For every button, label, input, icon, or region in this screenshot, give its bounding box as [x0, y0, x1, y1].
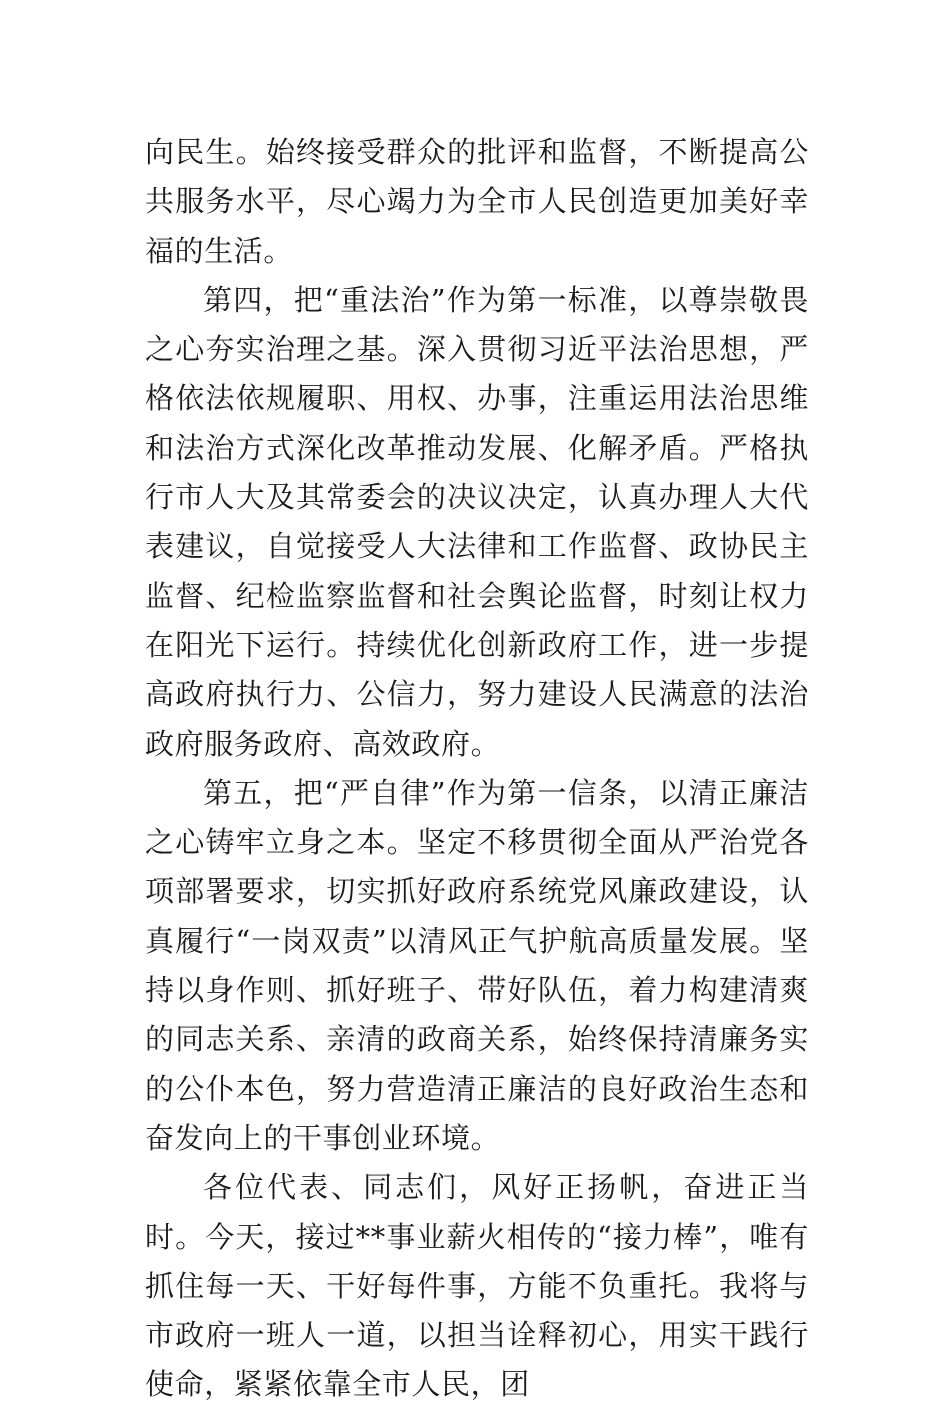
document-body: [145, 128, 809, 1410]
paragraph-1: 向民生。始终接受群众的批评和监督，不断提高公共服务水平，尽心竭力为全市人民创造更加美好幸福的生活。: [145, 135, 809, 268]
paragraph-3: 第五，把“严自律”作为第一信条，以清正廉洁之心铸牢立身之本。坚定不移贯彻全面从严治党各项部署要求，切实抓好政府系统党风廉政建设，认真履行“一岗双责”以清风正气护航高质量发展。坚持以身作则、抓好班子、带好队伍，着力构建清爽的同志关系、亲清的政商关系，始终保持清廉务实的公仆本色，努力营造清正廉洁的良好政治生态和奋发向上的干事创业环境。: [145, 775, 809, 1155]
paragraph-4: 各位代表、同志们，风好正扬帆，奋进正当时。今天，接过**事业薪火相传的“接力棒”，唯有抓住每一天、干好每件事，方能不负重托。我将与市政府一班人一道，以担当诠释初心，用实干践行使命，紧紧依靠全市人民，团: [145, 1170, 809, 1402]
paragraph-2: 第四，把“重法治”作为第一标准，以尊崇敬畏之心夯实治理之基。深入贯彻习近平法治思想，严格依法依规履职、用权、办事，注重运用法治思维和法治方式深化改革推动发展、化解矛盾。严格执行市人大及其常委会的决议决定，认真办理人大代表建议，自觉接受人大法律和工作监督、政协民主监督、纪检监察监督和社会舆论监督，时刻让权力在阳光下运行。持续优化创新政府工作，进一步提高政府执行力、公信力，努力建设人民满意的法治政府服务政府、高效政府。: [145, 282, 809, 761]
